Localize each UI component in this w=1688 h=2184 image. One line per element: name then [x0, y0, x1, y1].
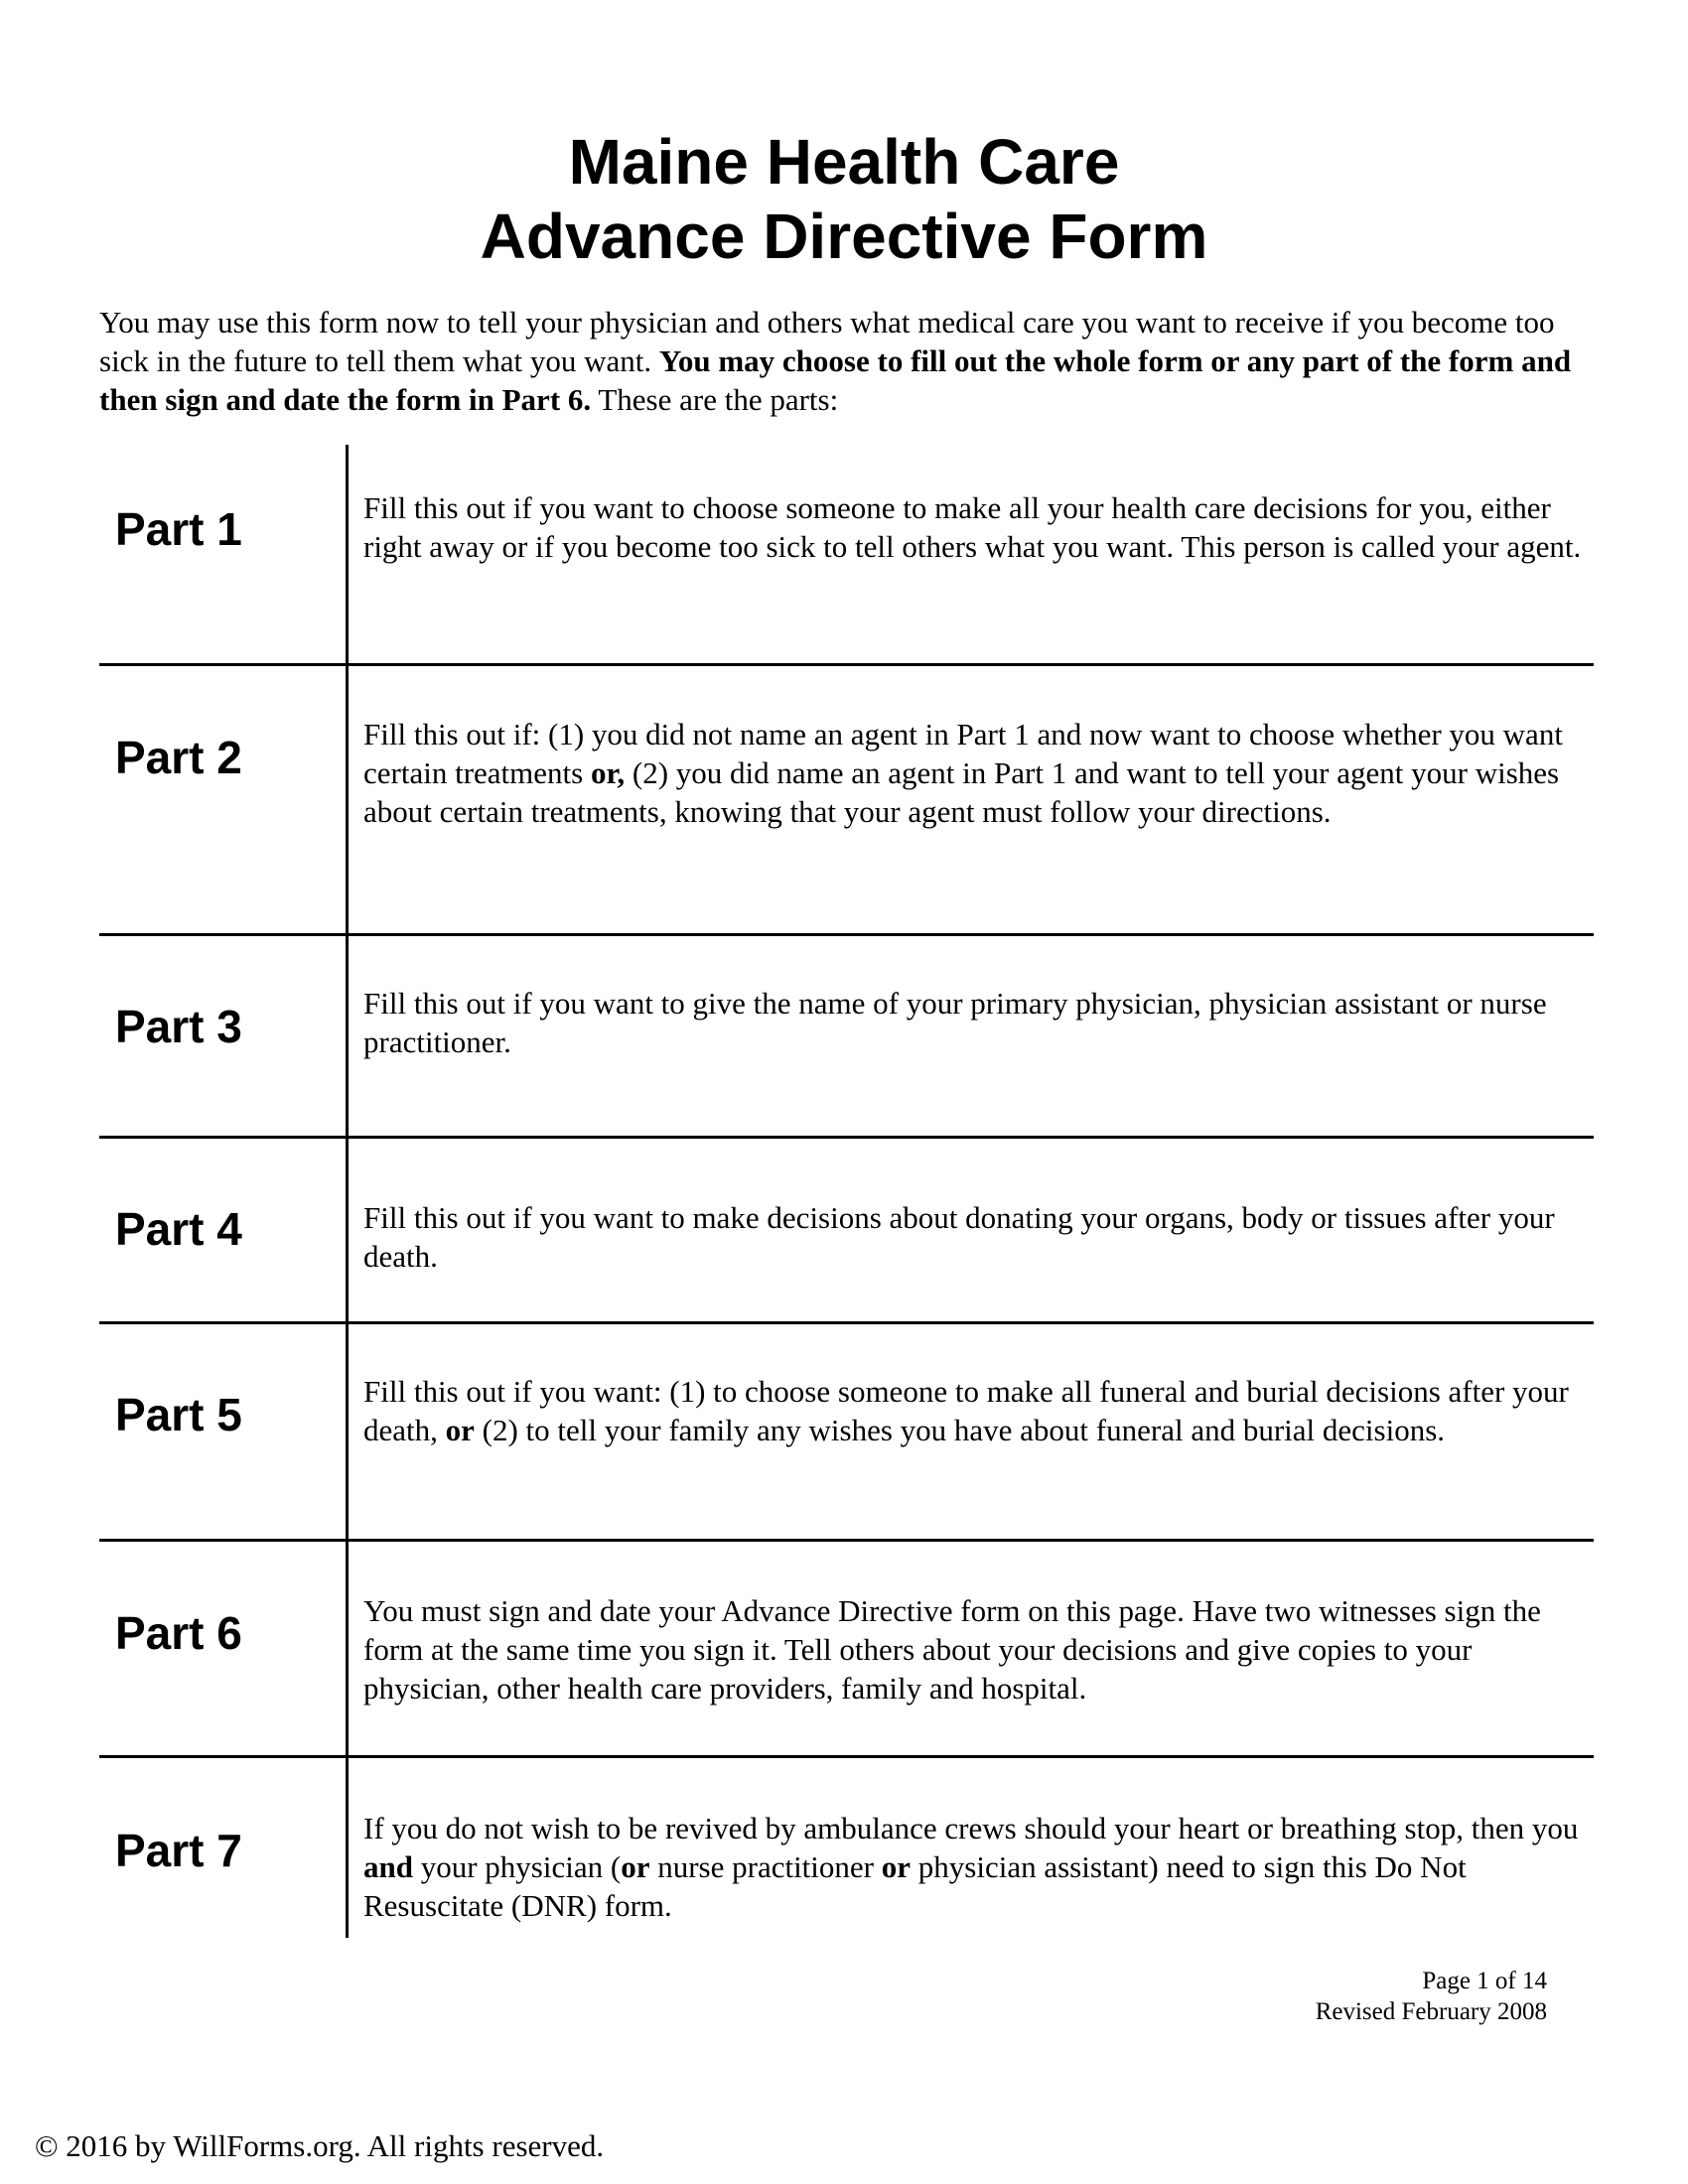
part-7-text: If you do not wish to be revived by ambulance crews should your heart or breathing stop, then you [363, 1811, 1579, 1845]
form-title-line-1: Maine Health Care [568, 126, 1120, 198]
part-7-bold: and [363, 1849, 413, 1884]
form-title-line-2: Advance Directive Form [480, 201, 1208, 272]
intro-trailing-text: These are the parts: [598, 382, 839, 417]
row-divider [99, 1136, 1594, 1139]
part-7-bold: or [621, 1849, 650, 1884]
part-5-text: (2) to tell your family any wishes you have about funeral and burial decisions. [474, 1413, 1446, 1447]
part-3-label: Part 3 [115, 1001, 242, 1052]
part-5-description [363, 1372, 1585, 1449]
row-divider [99, 933, 1594, 936]
part-7-label: Part 7 [115, 1825, 242, 1876]
intro-bold-text: You may choose to fill out the whole form or any part of the form and then sign and date the form in Part 6. [99, 343, 1572, 417]
intro-text: You may use this form now to tell your physician and others what medical care you want to receive if you become too sick in the future to tell them what you want. [99, 305, 1555, 378]
part-2-text: Fill this out if: (1) you did not name an agent in Part 1 and now want to choose whether you want certain treatments [363, 717, 1563, 790]
part-3-text: Fill this out if you want to give the name of your primary physician, physician assistant or nurse practitioner. [363, 986, 1547, 1059]
part-2-bold: or, [590, 755, 626, 790]
part-4-description [363, 1198, 1585, 1276]
row-divider [99, 663, 1594, 666]
part-6-description [363, 1591, 1585, 1707]
part-6-label: Part 6 [115, 1607, 242, 1659]
part-6-text: You must sign and date your Advance Directive form on this page. Have two witnesses sign the form at the same time you sign it. Tell others about your decisions and give copies to your physician, other health care providers, family and hospital. [363, 1593, 1541, 1706]
part-1-text: Fill this out if you want to choose someone to make all your health care decisions for you, either right away or if you become too sick to tell others what you want. This person is called your agent. [363, 490, 1582, 564]
part-5-bold: or [445, 1413, 475, 1447]
part-3-description [363, 984, 1585, 1061]
intro-paragraph [99, 303, 1589, 419]
revision-date: Revised February 2008 [1315, 1998, 1547, 2025]
part-4-text: Fill this out if you want to make decisions about donating your organs, body or tissues after your death. [363, 1200, 1555, 1274]
page-info [1316, 1966, 1547, 2027]
part-7-text: your physician ( [412, 1849, 622, 1884]
part-1-description [363, 488, 1585, 566]
row-divider [99, 1755, 1594, 1758]
row-divider [99, 1539, 1594, 1542]
part-7-bold: or [881, 1849, 912, 1884]
part-7-text: physician assistant) need to sign this Do Not Resuscitate (DNR) form. [363, 1849, 1467, 1923]
part-4-label: Part 4 [115, 1203, 242, 1255]
part-1-label: Part 1 [115, 503, 242, 555]
part-2-text: (2) you did name an agent in Part 1 and want to tell your agent your wishes about certain treatments, knowing that your agent must follow your directions. [363, 755, 1560, 829]
copyright-notice: © 2016 by WillForms.org. All rights reserved. [35, 2128, 605, 2163]
part-2-label: Part 2 [115, 732, 242, 783]
part-5-text: Fill this out if you want: (1) to choose someone to make all funeral and burial decisions after your death, [363, 1374, 1569, 1447]
table-vertical-divider [346, 445, 349, 1938]
row-divider [99, 1321, 1594, 1324]
part-7-description [363, 1809, 1585, 1925]
page-number: Page 1 of 14 [1422, 1968, 1547, 1994]
part-5-label: Part 5 [115, 1389, 242, 1440]
part-7-text: nurse practitioner [649, 1849, 882, 1884]
part-2-description [363, 715, 1585, 831]
